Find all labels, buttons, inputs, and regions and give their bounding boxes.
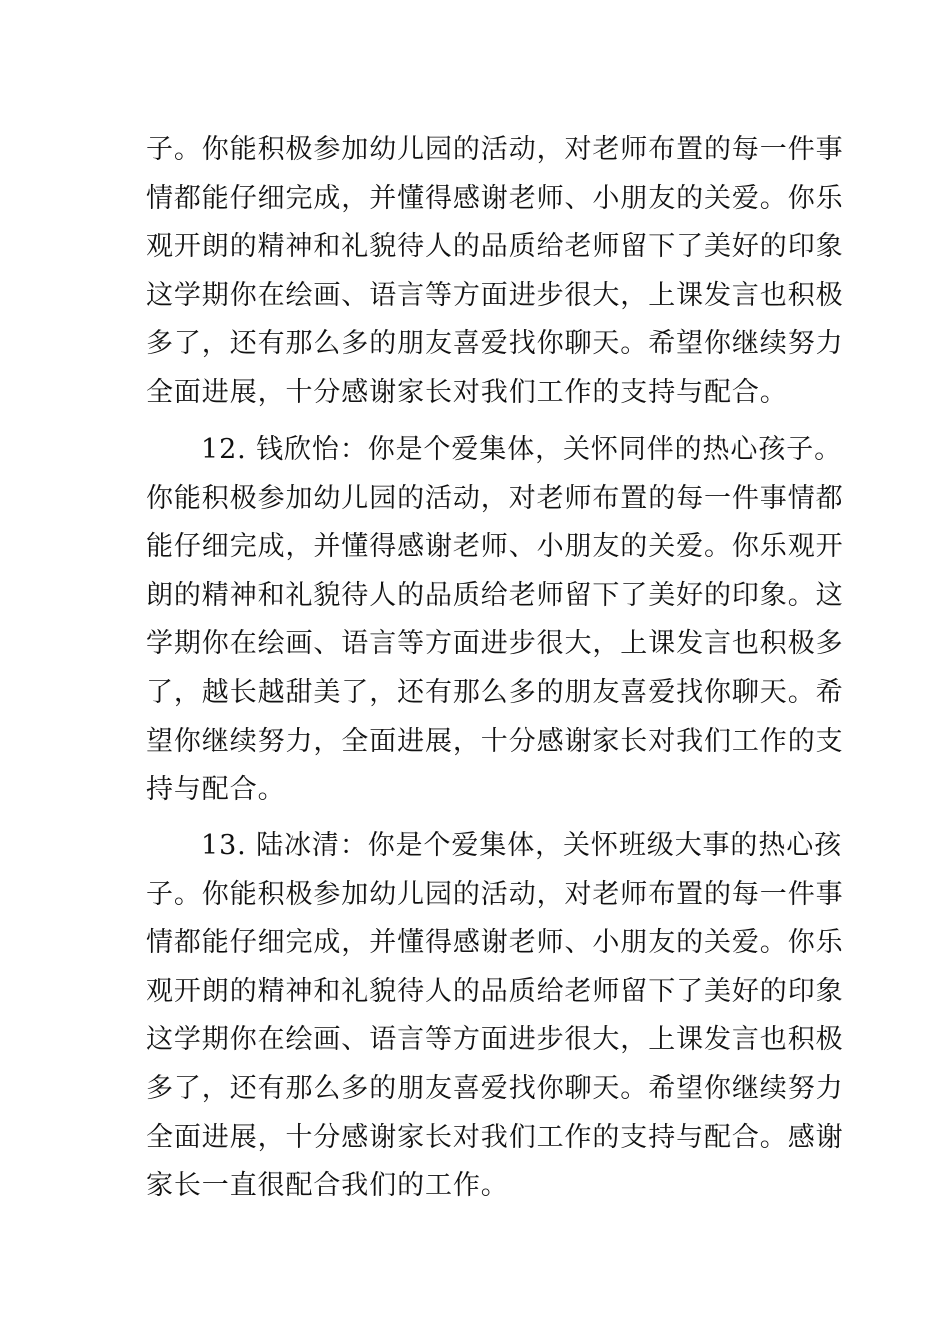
text-line: 多了，还有那么多的朋友喜爱找你聊天。希望你继续努力 [146,1072,844,1104]
text-line: 观开朗的精神和礼貌待人的品质给老师留下了美好的印象 [146,975,844,1007]
text-line: 朗的精神和礼貌待人的品质给老师留下了美好的印象。这 [146,579,844,611]
paragraph-item-12 [146,426,844,815]
text-line: 这学期你在绘画、语言等方面进步很大，上课发言也积极 [146,1024,844,1056]
text-line: 了，越长越甜美了，还有那么多的朋友喜爱找你聊天。希 [146,676,844,708]
text-line: 13. 陆冰清：你是个爱集体，关怀班级大事的热心孩 [201,830,843,861]
text-line: 你能积极参加幼儿园的活动，对老师布置的每一件事情都 [146,482,844,514]
text-line: 学期你在绘画、语言等方面进步很大，上课发言也积极多 [146,628,844,660]
text-line: 这学期你在绘画、语言等方面进步很大，上课发言也积极 [146,279,844,311]
paragraph-item-13 [146,822,844,1211]
text-line: 多了，还有那么多的朋友喜爱找你聊天。希望你继续努力 [146,328,844,360]
text-line: 能仔细完成，并懂得感谢老师、小朋友的关爱。你乐观开 [146,531,844,563]
paragraph-continuation [146,126,844,418]
text-line: 12. 钱欣怡：你是个爱集体，关怀同伴的热心孩子。 [201,434,843,465]
text-line: 子。你能积极参加幼儿园的活动，对老师布置的每一件事 [146,878,844,910]
text-line: 持与配合。 [146,774,286,806]
text-line: 情都能仔细完成，并懂得感谢老师、小朋友的关爱。你乐 [146,182,844,214]
text-line: 观开朗的精神和礼貌待人的品质给老师留下了美好的印象 [146,231,844,263]
text-line: 情都能仔细完成，并懂得感谢老师、小朋友的关爱。你乐 [146,927,844,959]
text-line: 子。你能积极参加幼儿园的活动，对老师布置的每一件事 [146,134,844,165]
text-line: 望你继续努力，全面进展，十分感谢家长对我们工作的支 [146,725,844,757]
text-line: 家长一直很配合我们的工作。 [146,1170,509,1202]
text-line: 全面进展，十分感谢家长对我们工作的支持与配合。感谢 [146,1121,844,1153]
text-line: 全面进展，十分感谢家长对我们工作的支持与配合。 [146,376,788,408]
